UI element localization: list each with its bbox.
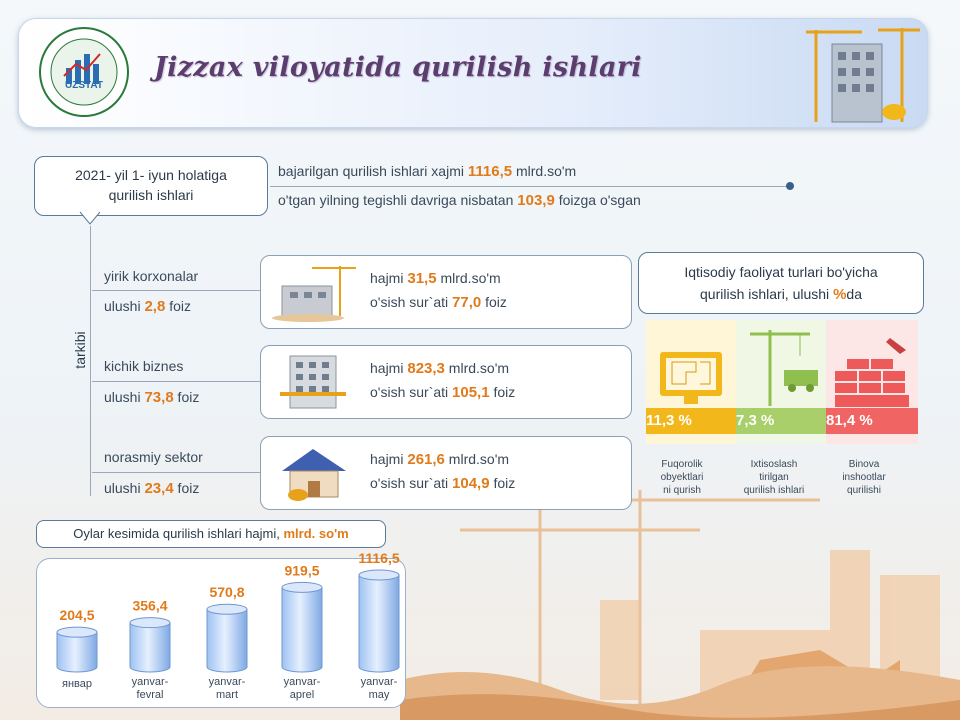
cylinder-category-label-3: aprel: [289, 689, 315, 701]
activity-pct-civil: 11,3 %: [646, 408, 736, 434]
activity-label-special: Ixtisoslash tirilgan qurilish ishlari: [743, 459, 805, 496]
segment-share-kichik: ulushi 73,8 foiz: [104, 389, 200, 406]
logo-brand: UZSTAT: [65, 80, 103, 91]
segment-volume-kichik: hajmi 823,3 mlrd.so'm: [370, 360, 510, 377]
monthly-chart-panel: [36, 550, 406, 708]
summary-divider: [270, 186, 790, 187]
segment-share-norasmiy: ulushi 23,4 foiz: [104, 480, 200, 497]
segment-name-kichik: kichik biznes: [104, 358, 184, 374]
cylinder-bar-0: [57, 632, 97, 672]
summary-dot: [786, 182, 794, 190]
cylinder-category-label-1: fevral: [136, 689, 164, 701]
building-crane-illustration: [802, 24, 922, 124]
segment-divider: [92, 472, 260, 473]
segment-growth-kichik: o'sish sur`ati 105,1 foiz: [370, 384, 516, 401]
cylinder-value-label-2: 570,8: [209, 584, 245, 601]
summary-growth: o'tgan yilning tegishli davriga nisbatan 103,9 foizga o'sgan: [278, 192, 641, 209]
segment-growth-yirik: o'sish sur`ati 77,0 foiz: [370, 294, 507, 311]
blueprint-monitor-icon: [656, 348, 726, 408]
segment-volume-yirik: hajmi 31,5 mlrd.so'm: [370, 270, 501, 287]
cylinder-category-label-4: yanvar-: [360, 676, 398, 688]
cylinder-category-label-0: январ: [62, 678, 92, 690]
intro-line-2: qurilish ishlari: [108, 187, 194, 203]
construction-scene-illustration: [400, 480, 960, 720]
tarkibi-label: tarkibi: [72, 331, 88, 369]
cylinder-bar-2: [207, 609, 247, 672]
segment-name-norasmiy: norasmiy sektor: [104, 449, 203, 465]
monthly-chart-title: Oylar kesimida qurilish ishlari hajmi, mlrd. so'm: [36, 520, 386, 548]
brick-wall-icon: [830, 330, 914, 408]
activity-title-line-2: qurilish ishlari, ulushi %da: [700, 286, 862, 303]
house-illustration: [268, 443, 358, 503]
activity-pct-special: 7,3 %: [736, 408, 826, 434]
intro-box: [34, 156, 268, 216]
cylinder-category-label-2: mart: [216, 689, 238, 701]
cylinder-cap-4: [359, 570, 399, 580]
segment-share-yirik: ulushi 2,8 foiz: [104, 298, 192, 315]
cylinder-cap-1: [130, 618, 170, 628]
segment-divider: [92, 290, 260, 291]
segment-name-yirik: yirik korxonalar: [104, 268, 199, 284]
monthly-chart: [37, 550, 407, 709]
cylinder-value-label-4: 1116,5: [358, 550, 400, 566]
cylinder-category-label-2: yanvar-: [208, 676, 246, 688]
cylinder-value-label-0: 204,5: [59, 607, 95, 624]
construction-site-illustration: [268, 262, 358, 322]
activity-label-civil: Fuqorolik obyektlari ni qurish: [660, 459, 704, 496]
cylinder-cap-0: [57, 627, 97, 637]
activity-pct-buildings: 81,4 %: [826, 408, 918, 434]
activity-label-buildings: Binova inshootlar qurilishi: [842, 459, 886, 496]
segment-divider: [92, 381, 260, 382]
cylinder-value-label-1: 356,4: [132, 597, 168, 614]
activity-title-line-1: Iqtisodiy faoliyat turlari bo'yicha: [684, 264, 878, 280]
segment-growth-norasmiy: o'sish sur`ati 104,9 foiz: [370, 475, 516, 492]
page-title: Jizzax viloyatida qurilish ishlari: [154, 52, 642, 83]
cylinder-category-label-4: may: [368, 689, 390, 701]
cylinder-bar-4: [359, 575, 399, 672]
cylinder-value-label-3: 919,5: [284, 562, 320, 579]
cylinder-cap-3: [282, 582, 322, 592]
apartment-building-illustration: [268, 352, 358, 412]
cylinder-category-label-1: yanvar-: [131, 676, 169, 688]
intro-pointer: [80, 212, 100, 226]
activity-shares-panel: [646, 320, 918, 444]
crane-truck-icon: [740, 326, 824, 408]
cylinder-cap-2: [207, 604, 247, 614]
summary-volume: bajarilgan qurilish ishlari xajmi 1116,5 mlrd.so'm: [278, 163, 577, 180]
cylinder-category-label-3: yanvar-: [283, 676, 321, 688]
cylinder-bar-3: [282, 587, 322, 672]
intro-line-1: 2021- yil 1- iyun holatiga: [75, 167, 227, 183]
segment-volume-norasmiy: hajmi 261,6 mlrd.so'm: [370, 451, 510, 468]
activity-title-box: [638, 252, 924, 314]
uzstat-logo: [38, 26, 130, 118]
cylinder-bar-1: [130, 623, 170, 672]
